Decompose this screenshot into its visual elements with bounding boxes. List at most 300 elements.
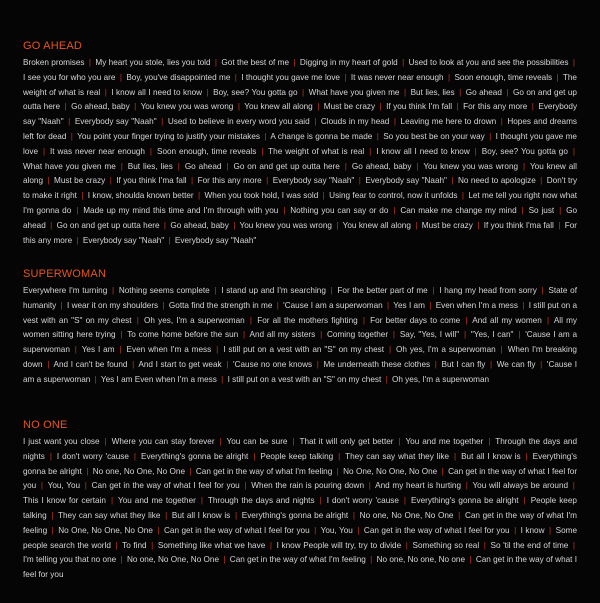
lyric-line: Yes I am	[81, 345, 115, 355]
lyric-line: All my women sitting here trying	[23, 315, 578, 340]
lyric-line: And I start to get weak	[138, 359, 222, 369]
line-separator: |	[206, 87, 209, 97]
lyric-line: To find	[122, 540, 147, 550]
lyric-line: Go ahead	[23, 205, 578, 230]
lyric-line: Can get in the way of what I feel for you	[163, 525, 310, 535]
line-separator: |	[177, 161, 180, 171]
song-go-ahead	[23, 40, 577, 268]
song-no-one	[23, 419, 577, 583]
line-separator: |	[264, 131, 267, 141]
line-separator: |	[276, 300, 279, 310]
line-separator: |	[261, 146, 264, 156]
line-separator: |	[362, 315, 365, 325]
lyric-line: Me underneath these clothes	[323, 359, 431, 369]
lyric-line: I see you for who you are	[23, 72, 116, 82]
lyric-line: For better days to come	[370, 315, 461, 325]
lyric-line: To come home before the sun	[127, 330, 239, 340]
lyric-line: Everything's gonna be alright	[23, 451, 578, 476]
lyric-line: For this any more	[23, 220, 578, 245]
line-separator: |	[133, 451, 137, 461]
line-separator: |	[119, 72, 122, 82]
lyric-line: Must be crazy	[323, 102, 376, 112]
lyric-line: Made up my mind this time and I'm through with you	[83, 205, 279, 215]
line-separator: |	[269, 540, 273, 550]
lyric-line: Boy, you've disappointed me	[126, 72, 231, 82]
line-separator: |	[244, 481, 247, 491]
line-separator: |	[458, 510, 461, 520]
lyric-line: What have you given me	[23, 161, 116, 171]
line-separator: |	[518, 330, 521, 340]
lyric-line: Through the days and nights	[207, 496, 315, 506]
line-separator: |	[506, 87, 509, 97]
lyrics-page	[23, 40, 577, 583]
line-separator: |	[60, 300, 63, 310]
lyric-line: Everything's gonna be alright	[411, 496, 519, 506]
lyric-line: Broken promises	[23, 58, 85, 67]
line-separator: |	[314, 117, 317, 127]
line-separator: |	[214, 58, 218, 67]
line-separator: |	[336, 220, 339, 230]
lyric-line: No need to apologize	[457, 176, 536, 186]
line-separator: |	[320, 330, 323, 340]
line-separator: |	[549, 525, 552, 535]
line-separator: |	[81, 191, 84, 201]
lyric-line: For this any more	[463, 102, 528, 112]
line-separator: |	[47, 176, 50, 186]
line-separator: |	[525, 451, 528, 461]
lyric-line: And I can't be found	[53, 359, 128, 369]
lyric-line: So 'til the end of time	[490, 540, 569, 550]
lyric-line: Everybody say "Naah"	[174, 235, 257, 245]
lyric-line: I don't worry 'cause	[326, 496, 399, 506]
line-separator: |	[352, 510, 355, 520]
line-separator: |	[344, 72, 347, 82]
line-separator: |	[330, 286, 333, 295]
line-separator: |	[357, 525, 360, 535]
song-title: GO AHEAD	[23, 40, 83, 52]
lyric-line: Even when I'm a mess	[435, 300, 518, 310]
line-separator: |	[474, 146, 477, 156]
line-separator: |	[523, 496, 526, 506]
lyric-line: Everybody say "Naah"	[23, 102, 578, 127]
line-separator: |	[572, 481, 575, 491]
line-separator: |	[456, 102, 459, 112]
line-separator: |	[226, 161, 229, 171]
lyric-line: 'Cause I am a superwoman	[23, 330, 578, 355]
lyric-line: Go ahead, baby	[351, 161, 412, 171]
line-separator: |	[556, 72, 559, 82]
lyric-line: You knew all along	[23, 161, 577, 186]
line-separator: |	[132, 359, 135, 369]
lyric-line: A change is gonna be made	[270, 131, 373, 141]
line-separator: |	[249, 315, 253, 325]
lyric-line: But lies, lies	[127, 161, 173, 171]
lyric-line: They can say what they like	[345, 451, 450, 461]
line-separator: |	[521, 205, 524, 215]
line-separator: |	[393, 117, 397, 127]
lyric-line: People keep talking	[23, 496, 577, 520]
line-separator: |	[237, 102, 240, 112]
line-separator: |	[388, 345, 392, 355]
line-separator: |	[243, 330, 246, 340]
lyric-line: If you think I'ma fall	[483, 220, 554, 230]
lyric-line: You, You	[47, 481, 81, 491]
lyric-line: Something so real	[412, 540, 480, 550]
song-title: NO ONE	[23, 419, 68, 431]
lyric-line: When you took hold, I was sold	[204, 191, 319, 201]
lyric-line: I don't worry 'cause	[56, 451, 129, 461]
lyric-line: Soon enough, time reveals	[454, 72, 553, 82]
lyric-line: We can fly	[496, 359, 536, 369]
lyric-line: For all the mothers fighting	[257, 315, 358, 325]
lyric-line: Nothing seems complete	[118, 286, 210, 295]
line-separator: |	[234, 510, 238, 520]
lyric-line: I stand up and I'm searching	[221, 286, 326, 295]
lyric-line: Coming together	[327, 330, 389, 340]
line-separator: |	[319, 496, 322, 506]
line-separator: |	[51, 525, 54, 535]
lyric-line: 'Cause I am a superwoman	[23, 359, 578, 384]
line-separator: |	[216, 345, 219, 355]
line-separator: |	[376, 131, 379, 141]
line-separator: |	[461, 191, 464, 201]
lyric-line: You knew you was wrong	[140, 102, 234, 112]
line-separator: |	[477, 220, 480, 230]
lyric-line: You point your finger trying to justify your mistakes	[77, 131, 260, 141]
lyric-line: Can make me change my mind	[400, 205, 517, 215]
line-separator: |	[338, 451, 341, 461]
lyric-line: For this any more	[197, 176, 262, 186]
lyric-line: You and me together	[117, 496, 196, 506]
lyric-line: Oh yes, I'm a superwoman	[144, 315, 245, 325]
lyric-line: Yes I am	[393, 300, 425, 310]
line-separator: |	[157, 525, 160, 535]
lyric-line: And all my sisters	[249, 330, 316, 340]
line-separator: |	[84, 481, 87, 491]
line-separator: |	[161, 117, 164, 127]
lyric-line: No One, No One, No One	[58, 525, 153, 535]
lyric-line: "Yes, I can"	[470, 330, 514, 340]
lyric-line: 'Cause I am a superwoman	[283, 300, 383, 310]
line-separator: |	[387, 300, 390, 310]
lyrics-block	[23, 284, 577, 388]
line-separator: |	[316, 359, 319, 369]
line-separator: |	[165, 510, 168, 520]
lyric-line: Everything's gonna be alright	[140, 451, 249, 461]
lyric-line: I know	[520, 525, 545, 535]
lyric-line: But lies, lies	[410, 87, 455, 97]
line-separator: |	[149, 146, 153, 156]
lyric-line: Let me tell you right now what I'm gonna do	[23, 191, 578, 215]
line-separator: |	[234, 72, 237, 82]
lyric-line: My heart you stole, lies you told	[95, 58, 211, 67]
lyric-line: I'm telling you that no one	[23, 555, 117, 565]
lyric-line: I still put on a vest with an "S" on my chest	[223, 345, 385, 355]
lyric-line: Got the best of me	[221, 58, 290, 67]
line-separator: |	[94, 374, 97, 384]
lyric-line: You knew you was wrong	[239, 220, 332, 230]
line-separator: |	[191, 176, 194, 186]
lyric-line: Go on and get up outta here	[23, 87, 577, 112]
line-separator: |	[540, 176, 543, 186]
lyric-line: State of humanity	[23, 286, 577, 310]
line-separator: |	[40, 481, 44, 491]
line-separator: |	[50, 220, 53, 230]
lyric-line: It was never near enough	[350, 72, 444, 82]
line-separator: |	[111, 286, 115, 295]
line-separator: |	[302, 87, 305, 97]
lyric-line: That it will only get better	[299, 437, 394, 446]
line-separator: |	[110, 496, 114, 506]
line-separator: |	[70, 131, 73, 141]
lyric-line: And my heart is hurting	[375, 481, 462, 491]
line-separator: |	[540, 359, 543, 369]
lyric-line: Gotta find the strength in me	[168, 300, 273, 310]
lyric-line: Go on and get up outta here	[233, 161, 340, 171]
line-separator: |	[489, 131, 492, 141]
line-separator: |	[522, 300, 525, 310]
lyric-line: I know all I need to know	[111, 87, 203, 97]
line-separator: |	[168, 235, 171, 245]
lyric-line: You knew all along	[244, 102, 313, 112]
lyric-line: I know People will try, try to divide	[276, 540, 402, 550]
lyric-line: Everybody say "Naah"	[272, 176, 355, 186]
lyric-line: Go ahead, baby	[170, 220, 229, 230]
line-separator: |	[572, 146, 575, 156]
lyric-line: You can be sure	[226, 437, 288, 446]
line-separator: |	[119, 345, 122, 355]
line-separator: |	[88, 58, 92, 67]
line-separator: |	[432, 286, 435, 295]
line-separator: |	[459, 87, 462, 97]
lyric-line: I wear it on my shoulders	[67, 300, 159, 310]
line-separator: |	[104, 87, 107, 97]
lyric-line: Go ahead, baby	[71, 102, 130, 112]
line-separator: |	[86, 466, 89, 476]
line-separator: |	[572, 58, 575, 67]
lyric-line: Can get in the way of what I'm feeling	[23, 510, 577, 535]
line-separator: |	[523, 161, 526, 171]
lyric-line: Go ahead	[465, 87, 502, 97]
line-separator: |	[368, 481, 371, 491]
lyric-line: So just	[528, 205, 555, 215]
lyric-line: Can get in the way of what I feel for you	[363, 525, 510, 535]
line-separator: |	[76, 205, 79, 215]
lyric-line: The weight of what is real	[268, 146, 365, 156]
lyric-line: Used to look at you and see the possibilities	[408, 58, 569, 67]
lyric-line: No one, No one, No one	[376, 555, 466, 565]
line-separator: |	[322, 191, 325, 201]
line-separator: |	[151, 540, 154, 550]
line-separator: |	[266, 176, 269, 186]
lyric-line: Yes I am Even when I'm a mess	[100, 374, 217, 384]
lyric-line: Say, "Yes, I will"	[399, 330, 460, 340]
lyric-line: So you best be on your way	[383, 131, 485, 141]
line-separator: |	[488, 437, 491, 446]
line-separator: |	[120, 161, 123, 171]
lyric-line: I thought you gave me love	[241, 72, 340, 82]
line-separator: |	[465, 315, 468, 325]
line-separator: |	[558, 220, 561, 230]
lyric-line: Through the days and nights	[23, 437, 578, 461]
line-separator: |	[120, 555, 123, 565]
lyric-line: I hang my head from sorry	[439, 286, 537, 295]
lyric-line: Must be crazy	[54, 176, 106, 186]
lyric-line: Nothing you can say or do	[290, 205, 389, 215]
line-separator: |	[403, 87, 407, 97]
lyric-line: Leaving me here to drown	[400, 117, 497, 127]
lyric-line: When the rain is pouring down	[251, 481, 365, 491]
line-separator: |	[441, 466, 444, 476]
line-separator: |	[134, 102, 137, 112]
line-separator: |	[198, 191, 201, 201]
line-separator: |	[392, 330, 396, 340]
lyric-line: You knew you was wrong	[423, 161, 519, 171]
line-separator: |	[541, 286, 544, 295]
lyric-line: Must be crazy	[421, 220, 473, 230]
lyric-line: But all I know is	[171, 510, 231, 520]
lyric-line: Everybody say "Naah"	[365, 176, 447, 186]
line-separator: |	[403, 496, 407, 506]
line-separator: |	[76, 235, 79, 245]
line-separator: |	[253, 451, 256, 461]
lyric-line: I just want you close	[23, 437, 100, 446]
line-separator: |	[429, 300, 432, 310]
line-separator: |	[469, 555, 472, 565]
lyric-line: And all my women	[472, 315, 542, 325]
lyric-line: People keep talking	[260, 451, 334, 461]
line-separator: |	[233, 220, 236, 230]
lyric-line: Where you can stay forever	[111, 437, 215, 446]
lyric-line: Everybody say "Naah"	[82, 235, 165, 245]
lyric-line: Can get in the way of what I feel for you	[23, 466, 578, 491]
lyric-line: For the better part of me	[337, 286, 428, 295]
line-separator: |	[163, 220, 167, 230]
lyric-line: 'Cause no one knows	[233, 359, 313, 369]
lyric-line: Boy, see? You gotta go	[213, 87, 298, 97]
line-separator: |	[109, 176, 112, 186]
lyric-line: I know all I need to know	[376, 146, 470, 156]
line-separator: |	[559, 205, 562, 215]
line-separator: |	[447, 72, 451, 82]
line-separator: |	[68, 117, 71, 127]
lyric-line: Go ahead	[184, 161, 222, 171]
line-separator: |	[42, 146, 46, 156]
line-separator: |	[379, 102, 382, 112]
lyric-line: You and me together	[405, 437, 484, 446]
lyric-line: Digging in my heart of gold	[299, 58, 398, 67]
line-separator: |	[136, 315, 139, 325]
line-separator: |	[115, 540, 118, 550]
lyric-line: It was never near enough	[50, 146, 145, 156]
lyric-line: If you think I'm fall	[386, 102, 453, 112]
line-separator: |	[500, 345, 503, 355]
line-separator: |	[226, 359, 229, 369]
lyric-line: You will always be around	[472, 481, 569, 491]
line-separator: |	[64, 102, 67, 112]
line-separator: |	[385, 374, 388, 384]
line-separator: |	[465, 481, 468, 491]
line-separator: |	[317, 102, 320, 112]
lyric-line: Can get in the way of what I feel for you	[23, 555, 578, 580]
line-separator: |	[189, 466, 192, 476]
line-separator: |	[162, 300, 165, 310]
line-separator: |	[74, 345, 77, 355]
line-separator: |	[483, 540, 486, 550]
lyric-line: Everybody say "Naah"	[74, 117, 157, 127]
lyric-line: When I'm breaking down	[23, 345, 577, 369]
lyric-line: Everywhere I'm turning	[23, 286, 108, 295]
lyric-line: Even when I'm a mess	[126, 345, 212, 355]
lyric-line: I still put on a vest with an "S" on my chest	[23, 300, 578, 325]
line-separator: |	[415, 220, 418, 230]
line-separator: |	[402, 58, 405, 67]
line-separator: |	[120, 330, 123, 340]
line-separator: |	[463, 330, 467, 340]
lyric-line: They can say what they like	[57, 510, 161, 520]
lyric-line: Something like what we have	[157, 540, 266, 550]
lyric-line: The weight of what is real	[23, 72, 577, 97]
line-separator: |	[292, 437, 295, 446]
line-separator: |	[546, 315, 550, 325]
lyric-line: Oh yes, I'm a superwoman	[391, 374, 490, 384]
lyric-line: Can get in the way of what I feel for you	[91, 481, 240, 491]
line-separator: |	[500, 117, 503, 127]
lyric-line: I still put on a vest with an "S" on my chest	[227, 374, 382, 384]
line-separator: |	[223, 555, 226, 565]
line-separator: |	[514, 525, 517, 535]
lyric-line: Go on and get up outta here	[56, 220, 160, 230]
line-separator: |	[283, 205, 286, 215]
lyric-line: Some people search the world	[23, 525, 577, 550]
lyric-line: Used to believe in every word you said	[167, 117, 310, 127]
lyric-line: I know, shoulda known better	[87, 191, 194, 201]
line-separator: |	[344, 161, 347, 171]
lyric-line: You knew all along	[342, 220, 411, 230]
song-title: SUPERWOMAN	[23, 268, 107, 280]
lyric-line: This I know for certain	[23, 496, 106, 506]
line-separator: |	[51, 510, 54, 520]
line-separator: |	[104, 437, 107, 446]
line-separator: |	[336, 466, 339, 476]
lyric-line: If you think I'ma fall	[116, 176, 187, 186]
line-separator: |	[219, 437, 222, 446]
line-separator: |	[293, 58, 296, 67]
lyric-line: But all I know is	[461, 451, 521, 461]
lyric-line: Can get in the way of what I'm feeling	[229, 555, 366, 565]
line-separator: |	[200, 496, 204, 506]
line-separator: |	[369, 146, 372, 156]
lyric-line: Using fear to control, now it unfolds	[329, 191, 458, 201]
lyric-line: But I can fly	[441, 359, 486, 369]
lyric-line: Soon enough, time reveals	[156, 146, 257, 156]
line-separator: |	[434, 359, 437, 369]
line-separator: |	[358, 176, 361, 186]
lyric-line: No one, No One, No One	[126, 555, 220, 565]
line-separator: |	[405, 540, 408, 550]
lyrics-block	[23, 435, 577, 583]
line-separator: |	[314, 525, 317, 535]
line-separator: |	[489, 359, 493, 369]
line-separator: |	[47, 359, 50, 369]
lyric-line: Oh yes, I'm a superwoman	[396, 345, 496, 355]
lyric-line: No One, No One, No One	[343, 466, 438, 476]
lyrics-block	[23, 56, 577, 248]
lyric-line: You, You	[320, 525, 353, 535]
lyric-line: What have you given me	[308, 87, 400, 97]
line-separator: |	[451, 176, 454, 186]
line-separator: |	[453, 451, 457, 461]
